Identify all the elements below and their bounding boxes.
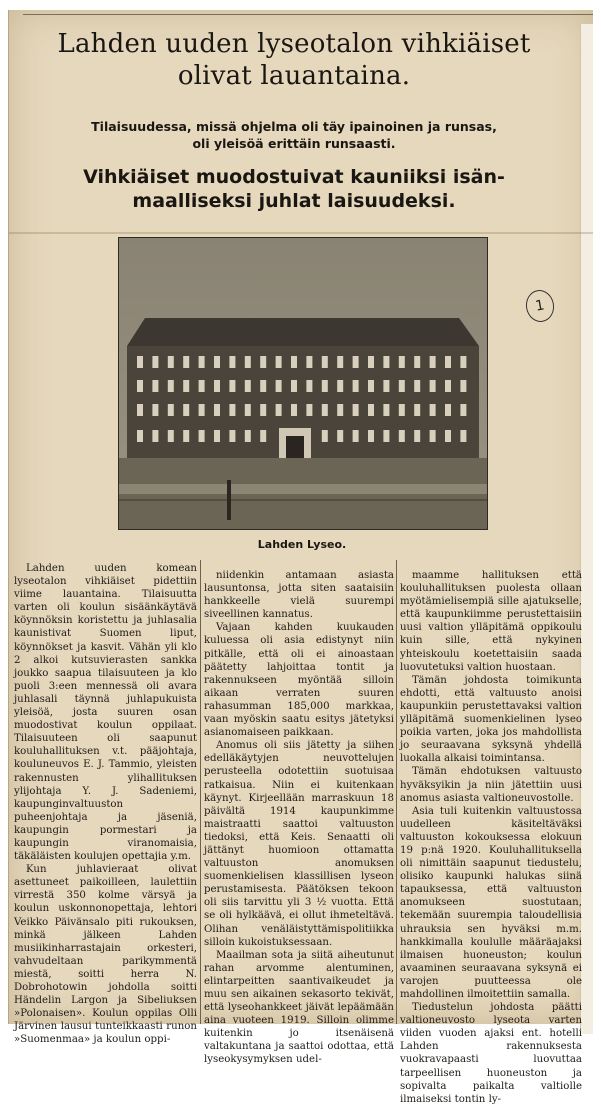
building-window (353, 430, 359, 442)
building-window (199, 430, 205, 442)
building-window (214, 356, 220, 368)
column-3-paragraph-4: Asia tuli kuitenkin valtuustossa uudelleen käsiteltäväksi valtuuston kokouksessa elokuun 19 p:nä 1920. Kouluhallituksella oli nimittäin saapunut tiedustelu, olisiko kaupunki halukas siinä tapauksessa, että valtuuston anomukseen suostutaan, tekemään suurempia taloudellisia uhrauksia sen hyväksi m.m. hankkimalla koululle määräajaksi ilmaisen huoneuston; koulun avaaminen seuraavana syksynä ei varojen puutteessa ole mahdollinen ilmoitettiin samalla. (400, 805, 582, 1000)
building-window (430, 404, 436, 416)
building-window (183, 356, 189, 368)
building-window (368, 404, 374, 416)
building-window (399, 430, 405, 442)
building-window (152, 430, 158, 442)
building-window (445, 356, 451, 368)
building-window (368, 356, 374, 368)
building-window (445, 380, 451, 392)
column-divider-1 (200, 560, 201, 1024)
building-window (137, 430, 143, 442)
column-3-paragraph-1: maamme hallituksen että kouluhallituksen puolesta ollaan myötämielisempiä sille ajatukselle, että kaupunkiimme perustettaisiin uusi valtion ylläpitämä oppikoulu kuin sille, että nykyinen yhteiskoulu koetettaisiin saada luovutetuksi valtion huostaan. (400, 570, 582, 673)
subheadline-line-2: oli yleisöä erittäin runsaasti. (192, 136, 396, 151)
building-window (383, 356, 389, 368)
top-rule (23, 14, 593, 15)
building-window (368, 380, 374, 392)
building-window (430, 356, 436, 368)
building-window (322, 380, 328, 392)
building-window (199, 356, 205, 368)
building-window (291, 380, 297, 392)
column-1-paragraph-2: Kun juhlavieraat olivat asettuneet paikoilleen, laulettiin virrestä 350 kolme värsyä ja koulun uskonnonopettaja, lehtori Veikko Päivänsalo piti rukouksen, minkä jälkeen Lahden musiikinharrastajain orkesteri, vahvudeltaan parikymmentä miestä, soitti herra N. Dobrohotowin johdolla soitti Händelin Largon ja Sibeliuksen »Polonaisen». Koulun oppilas Olli Järvinen lausui tunteikkaasti runon »Suomenmaa» ja koulun oppi- (14, 864, 197, 1046)
school-building-photo (118, 237, 488, 530)
building-window (291, 356, 297, 368)
building-window (399, 356, 405, 368)
building-window (322, 430, 328, 442)
building-window (414, 380, 420, 392)
building-window (322, 356, 328, 368)
column-divider-2 (396, 560, 397, 1024)
column-3-paragraph-2: Tämän johdosta toimikunta ehdotti, että valtuusto anoisi kaupunkiin perustettavaksi valtion ylläpitämä suomenkielinen lyseo poikia varten, joka jos mahdollista jo seuraavana syksynä yhdellä luokalla alkaisi toimintansa. (400, 674, 582, 765)
building-window (291, 404, 297, 416)
building-window (322, 404, 328, 416)
building-window (183, 380, 189, 392)
headline-line-1: Lahden uuden lyseotalon vihkiäiset (57, 29, 531, 59)
column-2-paragraph-1: niidenkin antamaan asiasta lausuntonsa, jotta siten saataisiin hankkeelle vielä suurempi siveellinen kannatus. (204, 570, 394, 621)
column-2-paragraph-3: Anomus oli siis jätetty ja siihen edelläkäytyjen neuvottelujen perusteella odotettiin suotuisaa ratkaisua. Niin ei kuitenkaan käynyt. Kirjeellään marraskuun 18 päivältä 1914 kaupunkimme maistraatti saattoi valtuuston tiedoksi, että Keis. Senaatti oli jättänyt huomioon ottamatta valtuuston anomuksen suomenkielisen klassillisen lyseon perustamisesta. Päätöksen tekoon oli siis tarvittu yli 3 ½ vuotta. Että se oli hylkäävä, ei ollut ihmeteltävä. Olihan venäläistyttämispolitiikka silloin kukoistuksessaan. (204, 740, 394, 948)
building-window (152, 356, 158, 368)
building-window (168, 404, 174, 416)
building-window (245, 404, 251, 416)
column-3-paragraph-3: Tämän ehdotuksen valtuusto hyväksyikin ja niin jätettiin uusi anomus asiasta valtioneuvostolle. (400, 766, 582, 804)
building-window (399, 380, 405, 392)
building-window (460, 356, 466, 368)
column-2-paragraph-2: Vajaan kahden kuukauden kuluessa oli asia edistynyt niin pitkälle, että oli ei ainoastaan päätetty lahjoittaa tontit ja rakennukseen myöntää silloin aikaan verraten suuren rahasumman 185,000 markkaa, vaan myöskin saatu esitys jätetyksi asianomaiseen paikkaan. (204, 622, 394, 739)
subheadline (24, 118, 564, 152)
building-window (337, 404, 343, 416)
deck-headline (24, 165, 564, 213)
building-window (152, 380, 158, 392)
building-window (199, 380, 205, 392)
building-window (152, 404, 158, 416)
building-window (414, 430, 420, 442)
building-window (414, 404, 420, 416)
article-column-3 (400, 569, 582, 1106)
building-window (214, 404, 220, 416)
building-illustration (119, 238, 487, 529)
building-window (399, 404, 405, 416)
building-window (168, 430, 174, 442)
building-window (245, 356, 251, 368)
building-window (460, 404, 466, 416)
subheadline-line-1: Tilaisuudessa, missä ohjelma oli täy ipainoinen ja runsas, (91, 119, 497, 134)
main-headline (24, 28, 564, 92)
building-window (229, 356, 235, 368)
building-window (383, 404, 389, 416)
building-window (260, 356, 266, 368)
building-window (368, 430, 374, 442)
building-window (337, 430, 343, 442)
building-window (229, 430, 235, 442)
building-window (460, 380, 466, 392)
deck-line-2: maalliseksi juhlat laisuudeksi. (132, 190, 456, 212)
headline-line-2: olivat lauantaina. (177, 61, 411, 91)
building-window (137, 356, 143, 368)
handwritten-number-mark: 1 (523, 288, 556, 324)
building-window (445, 404, 451, 416)
building-window (460, 430, 466, 442)
building-window (276, 380, 282, 392)
building-window (276, 404, 282, 416)
building-window (276, 356, 282, 368)
building-window (260, 380, 266, 392)
article-column-2 (204, 569, 394, 1067)
building-window (183, 430, 189, 442)
building-window (199, 404, 205, 416)
building-window (337, 380, 343, 392)
building-window (229, 404, 235, 416)
building-window (214, 430, 220, 442)
building-window (306, 404, 312, 416)
fold-line (9, 232, 593, 234)
building-window (229, 380, 235, 392)
building-window (260, 430, 266, 442)
photo-caption: Lahden Lyseo. (257, 538, 347, 551)
building-window (414, 356, 420, 368)
building-window (337, 356, 343, 368)
building-window (183, 404, 189, 416)
building-window (168, 380, 174, 392)
building-window (383, 430, 389, 442)
building-window (214, 380, 220, 392)
building-window (245, 380, 251, 392)
building-window (353, 356, 359, 368)
building-window (353, 404, 359, 416)
column-1-paragraph-1: Lahden uuden komean lyseotalon vihkiäiset pidettiin viime lauantaina. Tilaisuutta varten oli koulun sisäänkäytävä köynnöksin koristettu ja juhlasalia kaunistivat Suomen liput, köynnökset ja kasvit. Vähän yli klo 2 alkoi kutsuvierasten sankka joukko saapua tilaisuuteen ja klo puoli 3:een mennessä oli avara juhlasali täynnä juhlapukuista yleisöä, josta suuren osan muodostivat koulun oppilaat. Tilaisuuteen oli saapunut kouluhallituksen v.t. pääjohtaja, kouluneuvos E. J. Tammio, yleisten rakennusten ylihallituksen ylijohtaja Y. J. Sadeniemi, kaupunginvaltuuston puheenjohtaja ja jäseniä, kaupungin pormestari ja kaupungin viranomaisia, täkäläisten koulujen opettajia y.m. (14, 563, 197, 863)
column-3-paragraph-5: Tiedustelun johdosta päätti valtioneuvosto lyseota varten viiden vuoden ajaksi ent. hotelli Lahden rakennuksesta vuokravapaasti luovuttaa tarpeellisen huoneuston ja sopivalta paikalta valtiolle ilmaiseksi tontin ly- (400, 1002, 582, 1105)
building-window (245, 430, 251, 442)
building-window (445, 430, 451, 442)
building-window (260, 404, 266, 416)
building-window (430, 430, 436, 442)
deck-line-1: Vihkiäiset muodostuivat kauniiksi isän- (83, 166, 505, 188)
column-2-paragraph-4: Maailman sota ja siitä aiheutunut rahan arvomme alentuminen, elintarpeitten saantivaikeudet ja muu sen aikainen sekasorto tekivät, että lyseohankkeet jäivät lepäämään aina vuoteen 1919. Silloin olimme kuitenkin jo itsenäisenä valtakuntana ja saattoi odottaa, että lyseokysymyksen udel- (204, 949, 394, 1066)
building-window (383, 380, 389, 392)
building-window (137, 404, 143, 416)
building-window (137, 380, 143, 392)
building-window (168, 356, 174, 368)
building-window (353, 380, 359, 392)
building-window (306, 356, 312, 368)
building-window (306, 380, 312, 392)
building-window (430, 380, 436, 392)
article-column-1 (14, 562, 197, 1046)
